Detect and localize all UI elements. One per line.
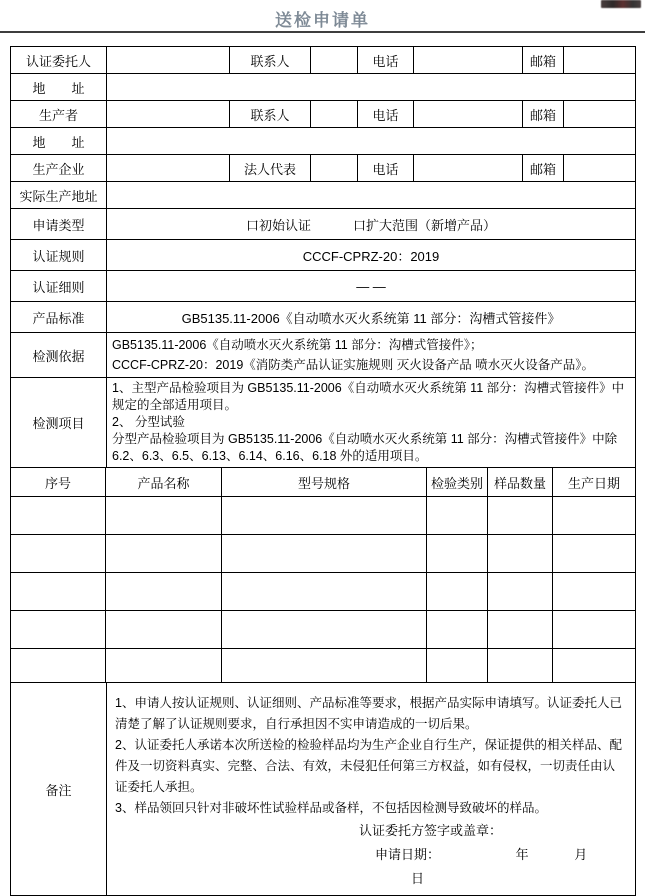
product-cell[interactable] bbox=[11, 535, 106, 573]
product-cell[interactable] bbox=[488, 497, 553, 535]
product-cell[interactable] bbox=[553, 649, 636, 683]
product-table bbox=[10, 467, 636, 683]
page-title: 送检申请单 bbox=[275, 11, 370, 30]
product-cell[interactable] bbox=[106, 649, 222, 683]
apply-type-options bbox=[107, 209, 636, 240]
row-label-product-standard: 产品标准 bbox=[11, 302, 107, 333]
product-cell[interactable] bbox=[222, 611, 427, 649]
phone-label: 电话 bbox=[358, 47, 414, 74]
checkbox-option-initial[interactable]: 口初始认证 bbox=[245, 217, 311, 233]
product-cell[interactable] bbox=[11, 573, 106, 611]
contact-label: 联系人 bbox=[230, 101, 311, 128]
year-label: 年 bbox=[515, 847, 529, 862]
test-items-line: 分型产品检验项目为 GB5135.11-2006《自动喷水灭火系统第 11 部分：沟槽式管接件》中除 6.2、6.3、6.5、6.13、6.14、6.16、6.18 外的适用项目。 bbox=[112, 432, 618, 463]
email-label: 邮箱 bbox=[523, 47, 564, 74]
remarks-item: 3、样品领回只针对非破坏性试验样品或备样，不包括因检测导致破坏的样品。 bbox=[115, 801, 547, 815]
remarks-item: 2、认证委托人承诺本次所送检的检验样品均为生产企业自行生产，保证提供的相关样品、配件及一切资料真实、完整、合法、有效，未侵犯任何第三方权益，如有侵权，一切责任由认证委托人承担。 bbox=[115, 738, 622, 794]
applicant-value-cell[interactable] bbox=[107, 47, 230, 74]
day-label: 日 bbox=[411, 871, 425, 886]
table-row bbox=[11, 302, 636, 333]
product-cell[interactable] bbox=[427, 535, 488, 573]
product-cell[interactable] bbox=[11, 611, 106, 649]
product-cell[interactable] bbox=[488, 573, 553, 611]
table-row bbox=[11, 271, 636, 302]
contact-value-cell[interactable] bbox=[311, 101, 358, 128]
phone-value-cell[interactable] bbox=[414, 101, 523, 128]
test-basis-value bbox=[107, 333, 636, 378]
row-label-cert-detail: 认证细则 bbox=[11, 271, 107, 302]
test-items-value bbox=[107, 378, 636, 468]
product-row bbox=[11, 573, 636, 611]
signature-block bbox=[115, 819, 627, 895]
product-row bbox=[11, 649, 636, 683]
product-table-header-row bbox=[11, 468, 636, 497]
month-label: 月 bbox=[574, 847, 588, 862]
legal-rep-value-cell[interactable] bbox=[311, 155, 358, 182]
product-row bbox=[11, 611, 636, 649]
application-form bbox=[10, 46, 635, 896]
product-cell[interactable] bbox=[427, 573, 488, 611]
product-cell[interactable] bbox=[427, 649, 488, 683]
table-row bbox=[11, 155, 636, 182]
table-row bbox=[11, 209, 636, 240]
phone-value-cell[interactable] bbox=[414, 47, 523, 74]
address-value-cell[interactable] bbox=[107, 74, 636, 101]
product-cell[interactable] bbox=[427, 611, 488, 649]
remarks-content bbox=[107, 683, 636, 896]
product-cell[interactable] bbox=[488, 649, 553, 683]
table-row bbox=[11, 333, 636, 378]
date-label: 申请日期： bbox=[375, 847, 441, 862]
signature-label: 认证委托方签字或盖章： bbox=[359, 823, 503, 838]
title-divider bbox=[0, 31, 645, 33]
remarks-section bbox=[10, 682, 636, 896]
product-standard-value: GB5135.11-2006《自动喷水灭火系统第 11 部分：沟槽式管接件》 bbox=[107, 302, 636, 333]
certification-section bbox=[10, 208, 636, 468]
product-cell[interactable] bbox=[106, 573, 222, 611]
product-cell[interactable] bbox=[488, 611, 553, 649]
product-cell[interactable] bbox=[553, 611, 636, 649]
product-cell[interactable] bbox=[11, 649, 106, 683]
checkbox-option-expand[interactable]: 口扩大范围（新增产品） bbox=[353, 217, 497, 233]
row-label-test-basis: 检测依据 bbox=[11, 333, 107, 378]
product-cell[interactable] bbox=[553, 573, 636, 611]
table-row bbox=[11, 683, 636, 896]
contact-label: 联系人 bbox=[230, 47, 311, 74]
product-cell[interactable] bbox=[106, 497, 222, 535]
table-row bbox=[11, 240, 636, 271]
email-value-cell[interactable] bbox=[564, 101, 636, 128]
row-label-apply-type: 申请类型 bbox=[11, 209, 107, 240]
cert-detail-value: — — bbox=[107, 271, 636, 302]
phone-value-cell[interactable] bbox=[414, 155, 523, 182]
date-line bbox=[115, 843, 627, 891]
email-label: 邮箱 bbox=[523, 101, 564, 128]
row-label-cert-rule: 认证规则 bbox=[11, 240, 107, 271]
producer-value-cell[interactable] bbox=[107, 101, 230, 128]
email-label: 邮箱 bbox=[523, 155, 564, 182]
product-cell[interactable] bbox=[106, 535, 222, 573]
row-label-producer: 生产者 bbox=[11, 101, 107, 128]
table-row bbox=[11, 101, 636, 128]
table-row bbox=[11, 47, 636, 74]
product-cell[interactable] bbox=[222, 497, 427, 535]
phone-label: 电话 bbox=[358, 101, 414, 128]
row-label-production-address: 实际生产地址 bbox=[11, 182, 107, 209]
column-header-production-date: 生产日期 bbox=[553, 468, 636, 497]
column-header-model-spec: 型号规格 bbox=[222, 468, 427, 497]
column-header-index: 序号 bbox=[11, 468, 106, 497]
column-header-product-name: 产品名称 bbox=[106, 468, 222, 497]
manufacturer-value-cell[interactable] bbox=[107, 155, 230, 182]
test-basis-line: GB5135.11-2006《自动喷水灭火系统第 11 部分：沟槽式管接件》； bbox=[112, 338, 483, 352]
table-row bbox=[11, 182, 636, 209]
product-cell[interactable] bbox=[222, 649, 427, 683]
product-row bbox=[11, 535, 636, 573]
production-address-value-cell[interactable] bbox=[107, 182, 636, 209]
table-row bbox=[11, 378, 636, 468]
contact-value-cell[interactable] bbox=[311, 47, 358, 74]
cert-rule-value: CCCF-CPRZ-20：2019 bbox=[107, 240, 636, 271]
product-cell[interactable] bbox=[488, 535, 553, 573]
column-header-test-category: 检验类别 bbox=[427, 468, 488, 497]
row-label-applicant: 认证委托人 bbox=[11, 47, 107, 74]
email-value-cell[interactable] bbox=[564, 47, 636, 74]
address-value-cell[interactable] bbox=[107, 128, 636, 155]
row-label-address: 地 址 bbox=[11, 128, 107, 155]
legal-rep-label: 法人代表 bbox=[230, 155, 311, 182]
table-row bbox=[11, 74, 636, 101]
product-cell[interactable] bbox=[553, 497, 636, 535]
test-basis-line: CCCF-CPRZ-20：2019《消防类产品认证实施规则 灭火设备产品 喷水灭火设备产品》。 bbox=[112, 358, 594, 372]
product-cell[interactable] bbox=[553, 535, 636, 573]
test-items-line: 1、主型产品检验项目为 GB5135.11-2006《自动喷水灭火系统第 11 部分：沟槽式管接件》中规定的全部适用项目。 bbox=[112, 381, 625, 412]
test-items-line: 2、 分型试验 bbox=[112, 415, 185, 429]
row-label-manufacturer: 生产企业 bbox=[11, 155, 107, 182]
product-cell[interactable] bbox=[106, 611, 222, 649]
product-cell[interactable] bbox=[427, 497, 488, 535]
row-label-remarks: 备注 bbox=[11, 683, 107, 896]
product-cell[interactable] bbox=[11, 497, 106, 535]
product-cell[interactable] bbox=[222, 573, 427, 611]
remarks-item: 1、申请人按认证规则、认证细则、产品标准等要求，根据产品实际申请填写。认证委托人已清楚了解了认证规则要求，自行承担因不实申请造成的一切后果。 bbox=[115, 696, 622, 731]
phone-label: 电话 bbox=[358, 155, 414, 182]
product-row bbox=[11, 497, 636, 535]
row-label-address: 地 址 bbox=[11, 74, 107, 101]
row-label-test-items: 检测项目 bbox=[11, 378, 107, 468]
product-cell[interactable] bbox=[222, 535, 427, 573]
contact-section bbox=[10, 46, 636, 209]
column-header-sample-qty: 样品数量 bbox=[488, 468, 553, 497]
email-value-cell[interactable] bbox=[564, 155, 636, 182]
table-row bbox=[11, 128, 636, 155]
